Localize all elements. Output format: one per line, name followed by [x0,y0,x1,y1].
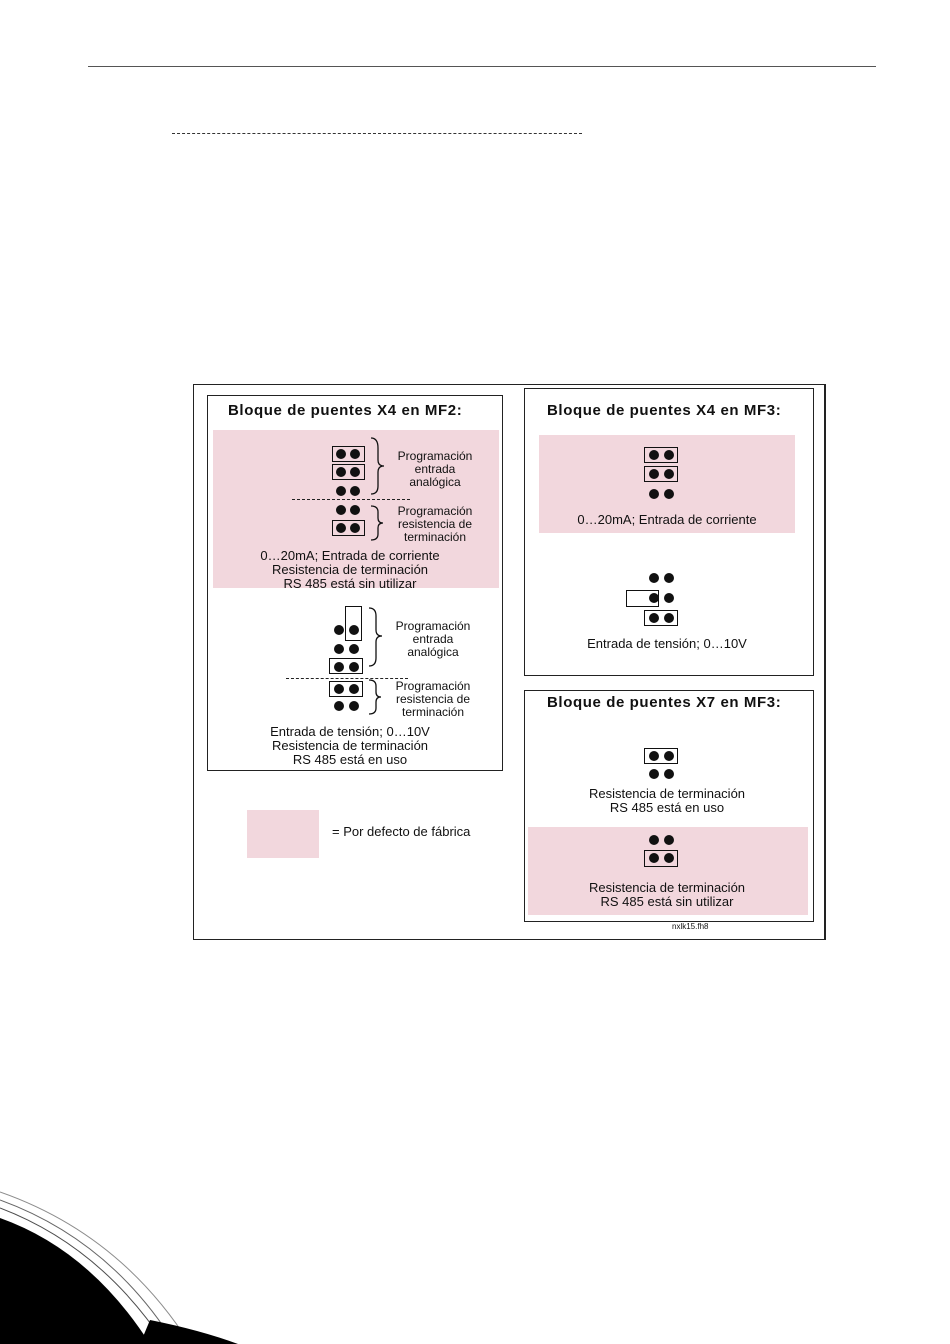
dotted-separator [172,133,582,134]
jumper-figure [193,384,826,940]
label-line: terminación [401,705,465,719]
panel-x7-mf3 [524,690,814,922]
caption-line: Resistencia de terminación [271,562,429,577]
label-line: Programación [395,679,471,693]
analog-input-label [390,450,480,489]
legend-label: = Por defecto de fábrica [332,824,471,839]
caption-line: RS 485 está en uso [609,800,725,815]
caption-line: RS 485 está sin utilizar [600,894,734,909]
label-line: entrada [412,632,454,646]
termination-label [390,505,480,544]
corner-swoosh-graphic [0,1190,240,1344]
panel-title: Bloque de puentes X7 en MF3: [547,694,782,711]
caption-line: Resistencia de terminación [588,786,746,801]
caption-line: RS 485 está en uso [292,752,408,767]
in-use-caption [539,787,795,815]
voltage-caption [228,725,472,767]
default-caption: 0…20mA; Entrada de corriente [577,512,757,527]
brace-icon [366,606,386,721]
panel-x4-mf2 [207,395,503,771]
caption-line: RS 485 está sin utilizar [283,576,417,591]
label-line: Programación [395,619,471,633]
caption-line: Entrada de tensión; 0…10V [270,724,430,739]
figure-filename: nxlk15.fh8 [672,922,709,931]
label-line: entrada [414,462,456,476]
label-line: analógica [409,475,461,489]
panel-x4-mf3 [524,388,814,676]
caption-line: Resistencia de terminación [271,738,429,753]
label-line: Programación [397,449,473,463]
termination-label-2 [388,680,478,719]
label-line: analógica [407,645,459,659]
analog-input-label-2 [388,620,478,659]
legend-swatch [247,810,319,858]
voltage-caption: Entrada de tensión; 0…10V [587,636,747,651]
label-line: Programación [397,504,473,518]
brace-icon [368,436,388,546]
default-caption [539,881,795,909]
label-line: resistencia de [395,692,471,706]
caption-line: 0…20mA; Entrada de corriente [260,548,440,563]
caption-line: Resistencia de terminación [588,880,746,895]
panel-title: Bloque de puentes X4 en MF2: [228,402,463,419]
default-caption [228,549,472,591]
panel-title: Bloque de puentes X4 en MF3: [547,402,782,419]
header-rule [88,66,876,67]
label-line: resistencia de [397,517,473,531]
label-line: terminación [403,530,467,544]
